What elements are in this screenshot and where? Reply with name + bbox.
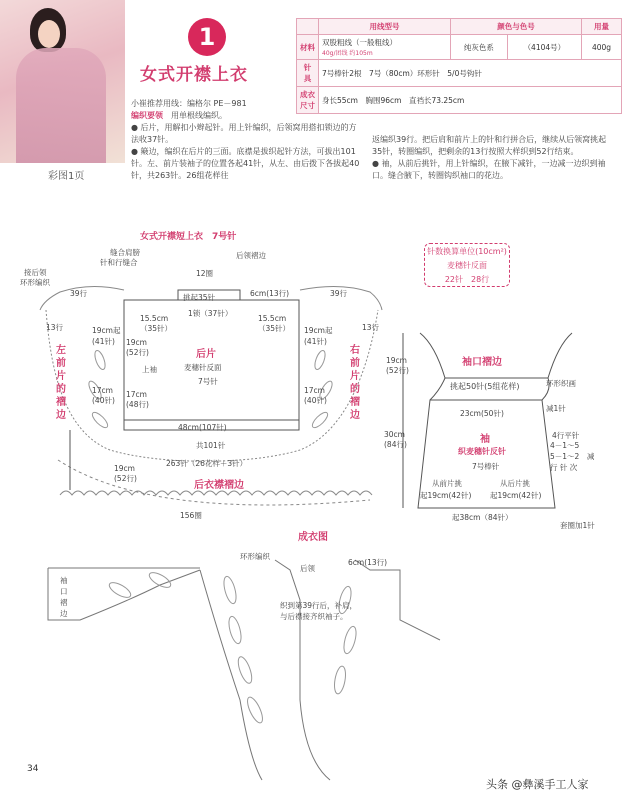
- sleeve-from-back-val: 起19cm(42针): [490, 491, 542, 500]
- label-right-front-ruffle: 右前片的褶边: [350, 345, 360, 421]
- sleeve-underarm: 套圈加1针: [560, 521, 595, 530]
- label-17-right: 17cm (40针): [304, 386, 327, 405]
- label-13-right: 13行: [362, 323, 380, 332]
- yarn-type: 双股粗线（一般粗线）: [322, 38, 397, 47]
- assembly-back-neck: 后领: [300, 564, 315, 573]
- sleeve-from-front: 从前片挑: [432, 479, 462, 488]
- label-sleeve-up: 上袖: [142, 365, 157, 374]
- label-neck-1: 1锁（37针）: [188, 309, 233, 318]
- sleeve-dec-rule: 4－1～5 5－1～2 减 行 针 次: [550, 441, 595, 472]
- header-yarn: 用线型号: [319, 19, 451, 35]
- sleeve-start-38: 起38cm（84针）: [452, 513, 513, 522]
- yarn-weight-note: 40g/团线 约105m: [322, 50, 373, 57]
- assembly-note: 织到第39行后，补肩， 与后襟接齐织袖子。: [280, 601, 358, 621]
- tools: 7号棒针2根 7号（80cm）环形针 5/0号钩针: [319, 60, 622, 87]
- assembly-title: 成衣图: [298, 532, 328, 543]
- note-left-2: ● 簸边，编织在后片的三面。底襟是拔织起针方法，可拔出101针。左、前片装袖子的位置各起41针，从左、由后拨下各拔起40针，共263针。26组花样往: [131, 147, 360, 180]
- label-join-back-collar: 接后领: [24, 268, 47, 277]
- watermark: 头条 @彝溪手工人家: [486, 778, 589, 791]
- label-needle-row-seam: 针和行缝合: [100, 258, 138, 267]
- tools-label: 针 具: [297, 60, 319, 87]
- label-armhole-left: 15.5cm （35针）: [140, 314, 173, 333]
- label-13-left: 13行: [46, 323, 64, 332]
- label-17-left: 17cm (40针): [92, 386, 115, 405]
- label-back-panel: 后片: [196, 349, 216, 360]
- label-17-48: 17cm (48行): [126, 390, 149, 409]
- gauge-title: 针数换算单位(10cm²): [427, 247, 507, 256]
- label-total-101: 共101针: [196, 441, 226, 450]
- label-armhole-right: 15.5cm （35针）: [258, 314, 291, 333]
- assembly-6cm: 6cm(13行): [348, 558, 388, 567]
- essentials-text: 用单根线编织。: [171, 111, 227, 120]
- sleeve-from-front-val: 起19cm(42针): [420, 491, 472, 500]
- amount: 400g: [582, 35, 622, 60]
- label-39-right: 39行: [330, 289, 348, 298]
- sleeve-19cm: 19cm (52行): [386, 356, 409, 375]
- sleeve-label: 袖: [480, 434, 490, 445]
- label-left-front-ruffle: 左前片的褶边: [56, 345, 66, 421]
- sleeve-cuff-ruffle: 袖口褶边: [462, 357, 502, 368]
- size-label: 成衣尺寸: [297, 87, 319, 114]
- sleeve-circular: 环形织画: [546, 379, 576, 388]
- note-left-1: ● 后片，用解扣小辫起针。用上针编织，后领窝用搭扣锁边的方法收37针。: [131, 123, 357, 144]
- gauge-count: 22针 28行: [444, 275, 490, 284]
- label-neck-35: 挑起35针: [183, 293, 216, 302]
- label-circular-knit: 环形编织: [20, 278, 50, 287]
- page-number: 34: [27, 764, 39, 774]
- header-amount: 用量: [582, 19, 622, 35]
- label-12: 12圈: [196, 269, 214, 278]
- sleeve-from-back: 从后片挑: [500, 479, 530, 488]
- material-label: 材料: [297, 35, 319, 60]
- label-back-stitch: 麦穗针反面: [184, 363, 222, 372]
- label-seam-shoulder: 缝合肩膀: [110, 248, 140, 257]
- label-back-needle: 7号针: [198, 377, 218, 386]
- color-name: 纯灰色系: [451, 35, 508, 60]
- label-39-left: 39行: [70, 289, 88, 298]
- label-19-52: 19cm (52行): [126, 338, 149, 357]
- label-back-neck-ruffle: 后领褶边: [236, 251, 266, 260]
- pattern-number-badge: 1: [188, 18, 226, 56]
- recommend-line: 小崔推荐用线：编格尔 PE－981: [131, 99, 247, 108]
- label-19-left: 19cm起 (41针): [92, 326, 121, 346]
- sleeve-reduce-1: 减1针: [546, 404, 566, 413]
- label-total-263: 263针（26花样＋3针）: [166, 459, 248, 468]
- color-code: （4104号）: [507, 35, 581, 60]
- diagram1-title: 女式开襟短上衣 7号针: [140, 232, 237, 242]
- essentials-label: 编织要领: [131, 111, 163, 120]
- header-color: 颜色与色号: [451, 19, 582, 35]
- assembly-cuff: 袖口褶边: [60, 576, 68, 618]
- label-19-52-bottom: 19cm (52行): [114, 464, 137, 483]
- gauge-box: [424, 243, 510, 287]
- sleeve-rows-4: 4行平针: [552, 431, 580, 440]
- assembly-circular: 环形编织: [240, 552, 270, 561]
- sleeve-23cm: 23cm(50针): [460, 409, 504, 418]
- label-hem-ruffle: 后衣襟褶边: [194, 480, 244, 491]
- sleeve-pickup: 挑起50针(5组花样): [450, 382, 520, 391]
- label-6cm: 6cm(13行): [250, 289, 290, 298]
- sleeve-needle: 7号棒针: [472, 462, 500, 471]
- color-page-label: 彩图1页: [48, 171, 85, 182]
- page-title: 女式开襟上衣: [140, 65, 248, 85]
- note-right-2: ● 袖，从前后挑针，用上针编织，在腋下减针，一边减一边织到袖口。缝合腋下，转圈钩织袖口的花边。: [372, 159, 606, 180]
- gauge-stitch: 麦穗针反面: [447, 261, 487, 270]
- label-rows-156: 156圈: [180, 511, 202, 520]
- sleeve-30cm: 30cm (84行): [384, 430, 407, 449]
- label-width-48: 48cm(107针): [178, 423, 227, 432]
- size: 身长55cm 胸围96cm 直裆长73.25cm: [319, 87, 622, 114]
- sleeve-stitch: 织麦穗针反针: [458, 447, 506, 456]
- label-19-right: 19cm起 (41针): [304, 326, 333, 346]
- note-right-1: 返编织39行。把后肩和前片上的针和行拼合后，继续从后领窝挑起35针，转圈编织，把剩余的13行按照大样织到52行结束。: [372, 135, 607, 156]
